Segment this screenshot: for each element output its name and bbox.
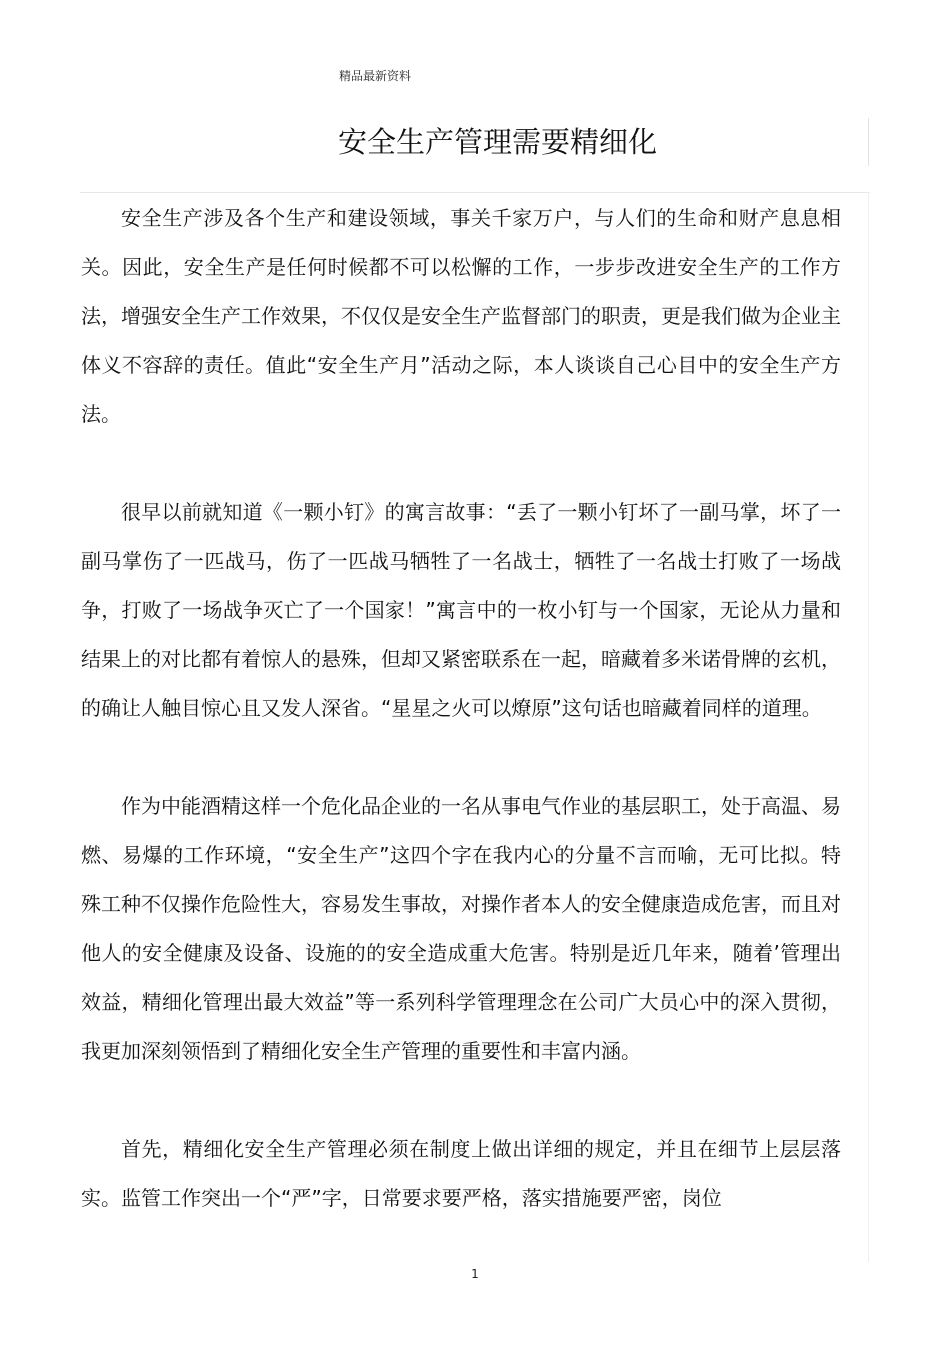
paragraph-3: 作为中能酒精这样一个危化品企业的一名从事电气作业的基层职工，处于高温、易燃、易爆的工作环境，“安全生产”这四个字在我内心的分量不言而喻，无可比拟。特殊工种不仅操作危险性大，容易发生事故，对操作者本人的安全健康造成危害，而且对他人的安全健康及设备、设施的的安全造成重大危害。特别是近几年来，随着’管理出效益，精细化管理出最大效益”等一系列科学管理理念在公司广大员心中的深入贯彻，我更加深刻领悟到了精细化安全生产管理的重要性和丰富内涵。 <box>81 794 841 1063</box>
document-title: 安全生产管理需要精细化 <box>337 125 657 159</box>
paragraph-2: 很早以前就知道《一颗小钉》的寓言故事：“丢了一颗小钉坏了一副马掌，坏了一副马掌伤了一匹战马，伤了一匹战马牺牲了一名战士，牺牲了一名战士打败了一场战争，打败了一场战争灭亡了一个国家！”寓言中的一枚小钉与一个国家，无论从力量和结果上的对比都有着惊人的悬殊，但却又紧密联系在一起，暗藏着多米诺骨牌的玄机，的确让人触目惊心且又发人深省。“星星之火可以燎原”这句话也暗藏着同样的道理。 <box>81 500 841 720</box>
margin-rule-body <box>868 192 869 1262</box>
header-label: 精品最新资料 <box>339 69 412 83</box>
paragraph-1: 安全生产涉及各个生产和建设领域，事关千家万户，与人们的生命和财产息息相关。因此，安全生产是任何时候都不可以松懈的工作，一步步改进安全生产的工作方法，增强安全生产工作效果，不仅仅是安全生产监督部门的职责，更是我们做为企业主体义不容辞的责任。值此“安全生产月”活动之际，本人谈谈自己心目中的安全生产方法。 <box>81 206 841 426</box>
paragraph-4: 首先，精细化安全生产管理必须在制度上做出详细的规定，并且在细节上层层落实。监管工作突出一个“严”字，日常要求要严格，落实措施要严密，岗位 <box>81 1137 841 1210</box>
document-body <box>81 194 841 1223</box>
page-number: 1 <box>471 1267 479 1281</box>
title-divider <box>80 192 870 193</box>
